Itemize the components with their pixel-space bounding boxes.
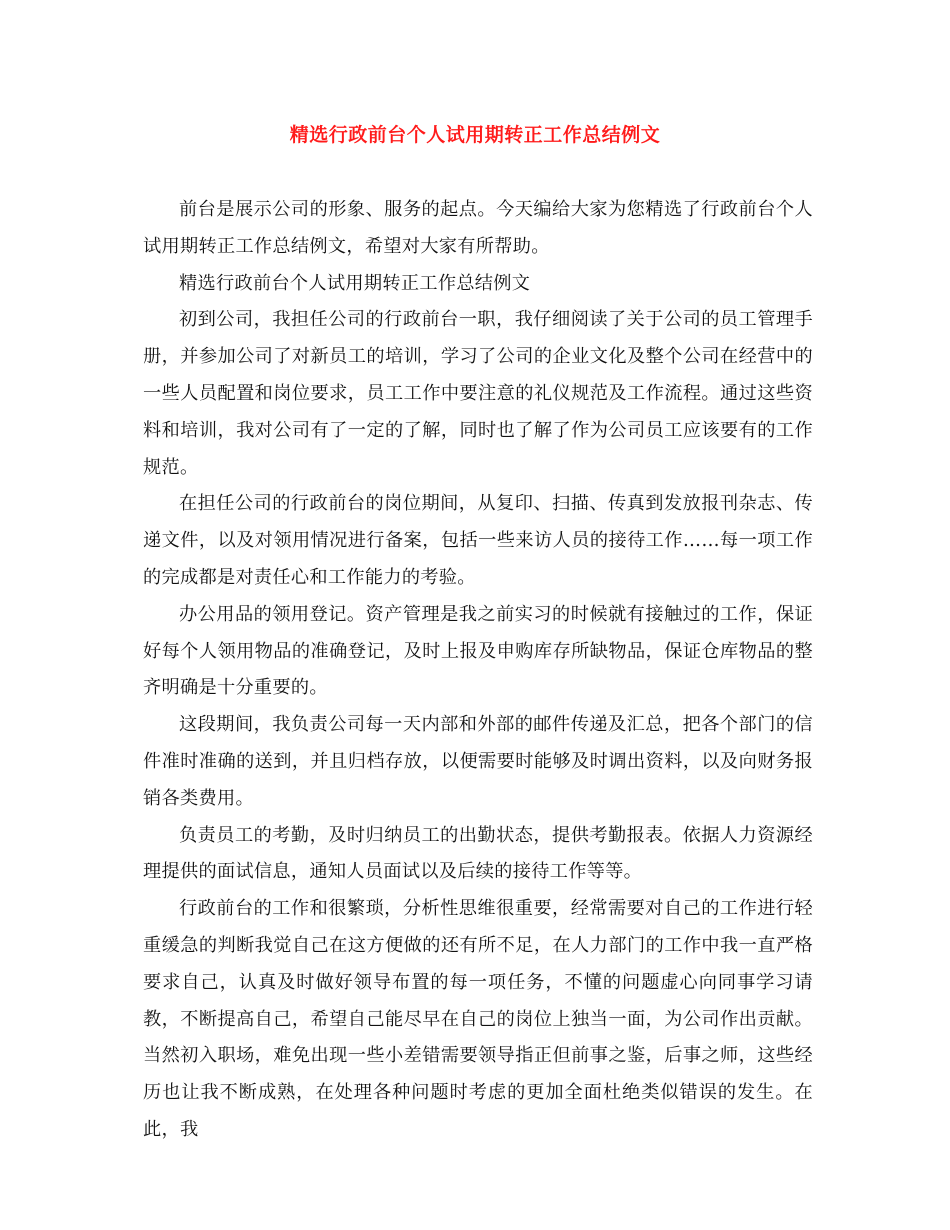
- paragraph-attendance: 负责员工的考勤，及时归纳员工的出勤状态，提供考勤报表。依据人力资源经理提供的面试信息，通知人员面试以及后续的接待工作等等。: [143, 824, 813, 883]
- paragraph-reflection: 行政前台的工作和很繁琐，分析性思维很重要，经常需要对自己的工作进行轻重缓急的判断我觉自己在这方便做的还有所不足，在人力部门的工作中我一直严格要求自己，认真及时做好领导布置的每一项任务，不懂的问题虚心向同事学习请教，不断提高自己，希望自己能尽早在自己的岗位上独当一面，为公司作出贡献。当然初入职场，难免出现一些小差错需要领导指正但前事之鉴，后事之师，这些经历也让我不断成熟，在处理各种问题时考虑的更加全面杜绝类似错误的发生。在此，我: [143, 898, 813, 1140]
- paragraph-subtitle: 精选行政前台个人试用期转正工作总结例文: [179, 272, 531, 294]
- document-body: [143, 192, 813, 1149]
- paragraph-intro: 前台是展示公司的形象、服务的起点。今天编给大家为您精选了行政前台个人试用期转正工作总结例文，希望对大家有所帮助。: [143, 199, 813, 257]
- document-title: 精选行政前台个人试用期转正工作总结例文: [289, 124, 661, 146]
- paragraph-onboarding: 初到公司，我担任公司的行政前台一职，我仔细阅读了关于公司的员工管理手册，并参加公司了对新员工的培训，学习了公司的企业文化及整个公司在经营中的一些人员配置和岗位要求，员工工作中要注意的礼仪规范及工作流程。通过这些资料和培训，我对公司有了一定的了解，同时也了解了作为公司员工应该要有的工作规范。: [143, 309, 813, 478]
- paragraph-mail: 这段期间，我负责公司每一天内部和外部的邮件传递及汇总，把各个部门的信件准时准确的送到，并且归档存放，以便需要时能够及时调出资料，以及向财务报销各类费用。: [143, 714, 813, 809]
- paragraph-duties: 在担任公司的行政前台的岗位期间，从复印、扫描、传真到发放报刊杂志、传递文件，以及对领用情况进行备案，包括一些来访人员的接待工作……每一项工作的完成都是对责任心和工作能力的考验。: [143, 493, 813, 588]
- paragraph-office-supplies: 办公用品的领用登记。资产管理是我之前实习的时候就有接触过的工作，保证好每个人领用物品的准确登记，及时上报及申购库存所缺物品，保证仓库物品的整齐明确是十分重要的。: [143, 603, 813, 699]
